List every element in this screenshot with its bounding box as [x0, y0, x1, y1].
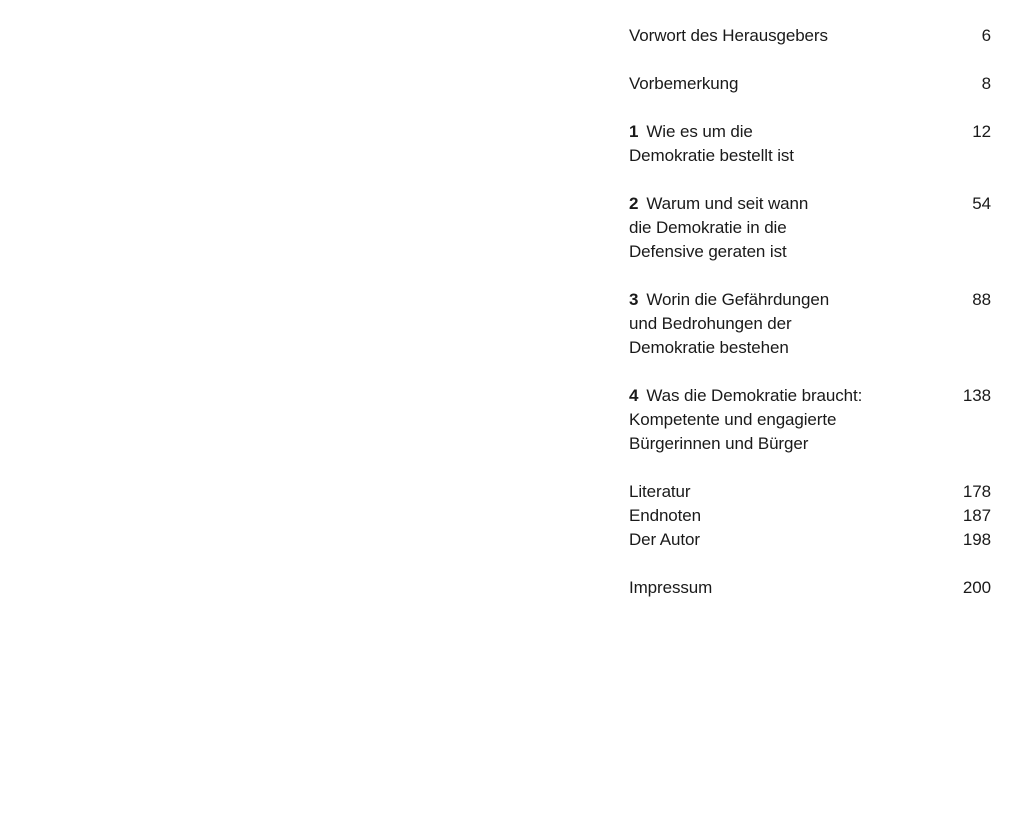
chapter-number: 2	[629, 194, 639, 213]
toc-entry-chapter-3[interactable]	[629, 288, 991, 360]
toc-entry-literatur[interactable]	[629, 480, 991, 504]
toc-entry-title	[629, 24, 951, 48]
chapter-number: 1	[629, 122, 639, 141]
toc-entry-title	[629, 120, 951, 168]
toc-entry-title	[629, 528, 951, 552]
toc-entry-page: 138	[962, 386, 991, 405]
toc-entry-title	[629, 192, 951, 264]
toc-entry-page: 6	[981, 26, 991, 45]
toc-entry-vorbemerkung[interactable]	[629, 72, 991, 96]
toc-entry-title-line: Demokratie bestellt ist	[629, 146, 794, 165]
chapter-number: 4	[629, 386, 639, 405]
toc-entry-title-line: Der Autor	[629, 530, 700, 549]
toc-entry-title	[629, 288, 951, 360]
table-of-contents	[629, 24, 991, 600]
toc-entry-title-line: Impressum	[629, 578, 713, 597]
toc-entry-title-line: und Bedrohungen der	[629, 314, 792, 333]
toc-entry-title-line: Endnoten	[629, 506, 701, 525]
toc-entry-title-line: die Demokratie in die	[629, 218, 787, 237]
toc-entry-impressum[interactable]	[629, 576, 991, 600]
toc-entry-page: 8	[981, 74, 991, 93]
toc-entry-title	[629, 480, 951, 504]
toc-entry-title-line: Vorwort des Herausgebers	[629, 26, 828, 45]
toc-entry-page: 200	[962, 578, 991, 597]
toc-entry-title-line: Literatur	[629, 482, 691, 501]
toc-entry-title-line: Demokratie bestehen	[629, 338, 789, 357]
toc-entry-title	[629, 504, 951, 528]
toc-entry-page: 187	[962, 506, 991, 525]
toc-entry-title-line: Was die Demokratie braucht:	[646, 386, 863, 405]
toc-entry-title-line: Defensive geraten ist	[629, 242, 787, 261]
toc-entry-page: 198	[962, 530, 991, 549]
toc-entry-title	[629, 576, 951, 600]
chapter-number: 3	[629, 290, 639, 309]
toc-entry-endnoten[interactable]	[629, 504, 991, 528]
toc-entry-page: 178	[962, 482, 991, 501]
toc-entry-chapter-2[interactable]	[629, 192, 991, 264]
toc-entry-title-line: Vorbemerkung	[629, 74, 739, 93]
toc-entry-title	[629, 72, 951, 96]
toc-entry-chapter-1[interactable]	[629, 120, 991, 168]
toc-entry-der-autor[interactable]	[629, 528, 991, 552]
toc-entry-title-line: Warum und seit wann	[646, 194, 809, 213]
toc-entry-vorwort[interactable]	[629, 24, 991, 48]
toc-entry-page: 54	[972, 194, 991, 213]
toc-entry-chapter-4[interactable]	[629, 384, 991, 456]
toc-entry-page: 88	[972, 290, 991, 309]
toc-entry-title-line: Worin die Gefährdungen	[646, 290, 830, 309]
toc-entry-title-line: Bürgerinnen und Bürger	[629, 434, 809, 453]
toc-entry-title-line: Wie es um die	[646, 122, 753, 141]
toc-entry-title	[629, 384, 951, 456]
toc-entry-title-line: Kompetente und engagierte	[629, 410, 837, 429]
toc-entry-page: 12	[972, 122, 991, 141]
